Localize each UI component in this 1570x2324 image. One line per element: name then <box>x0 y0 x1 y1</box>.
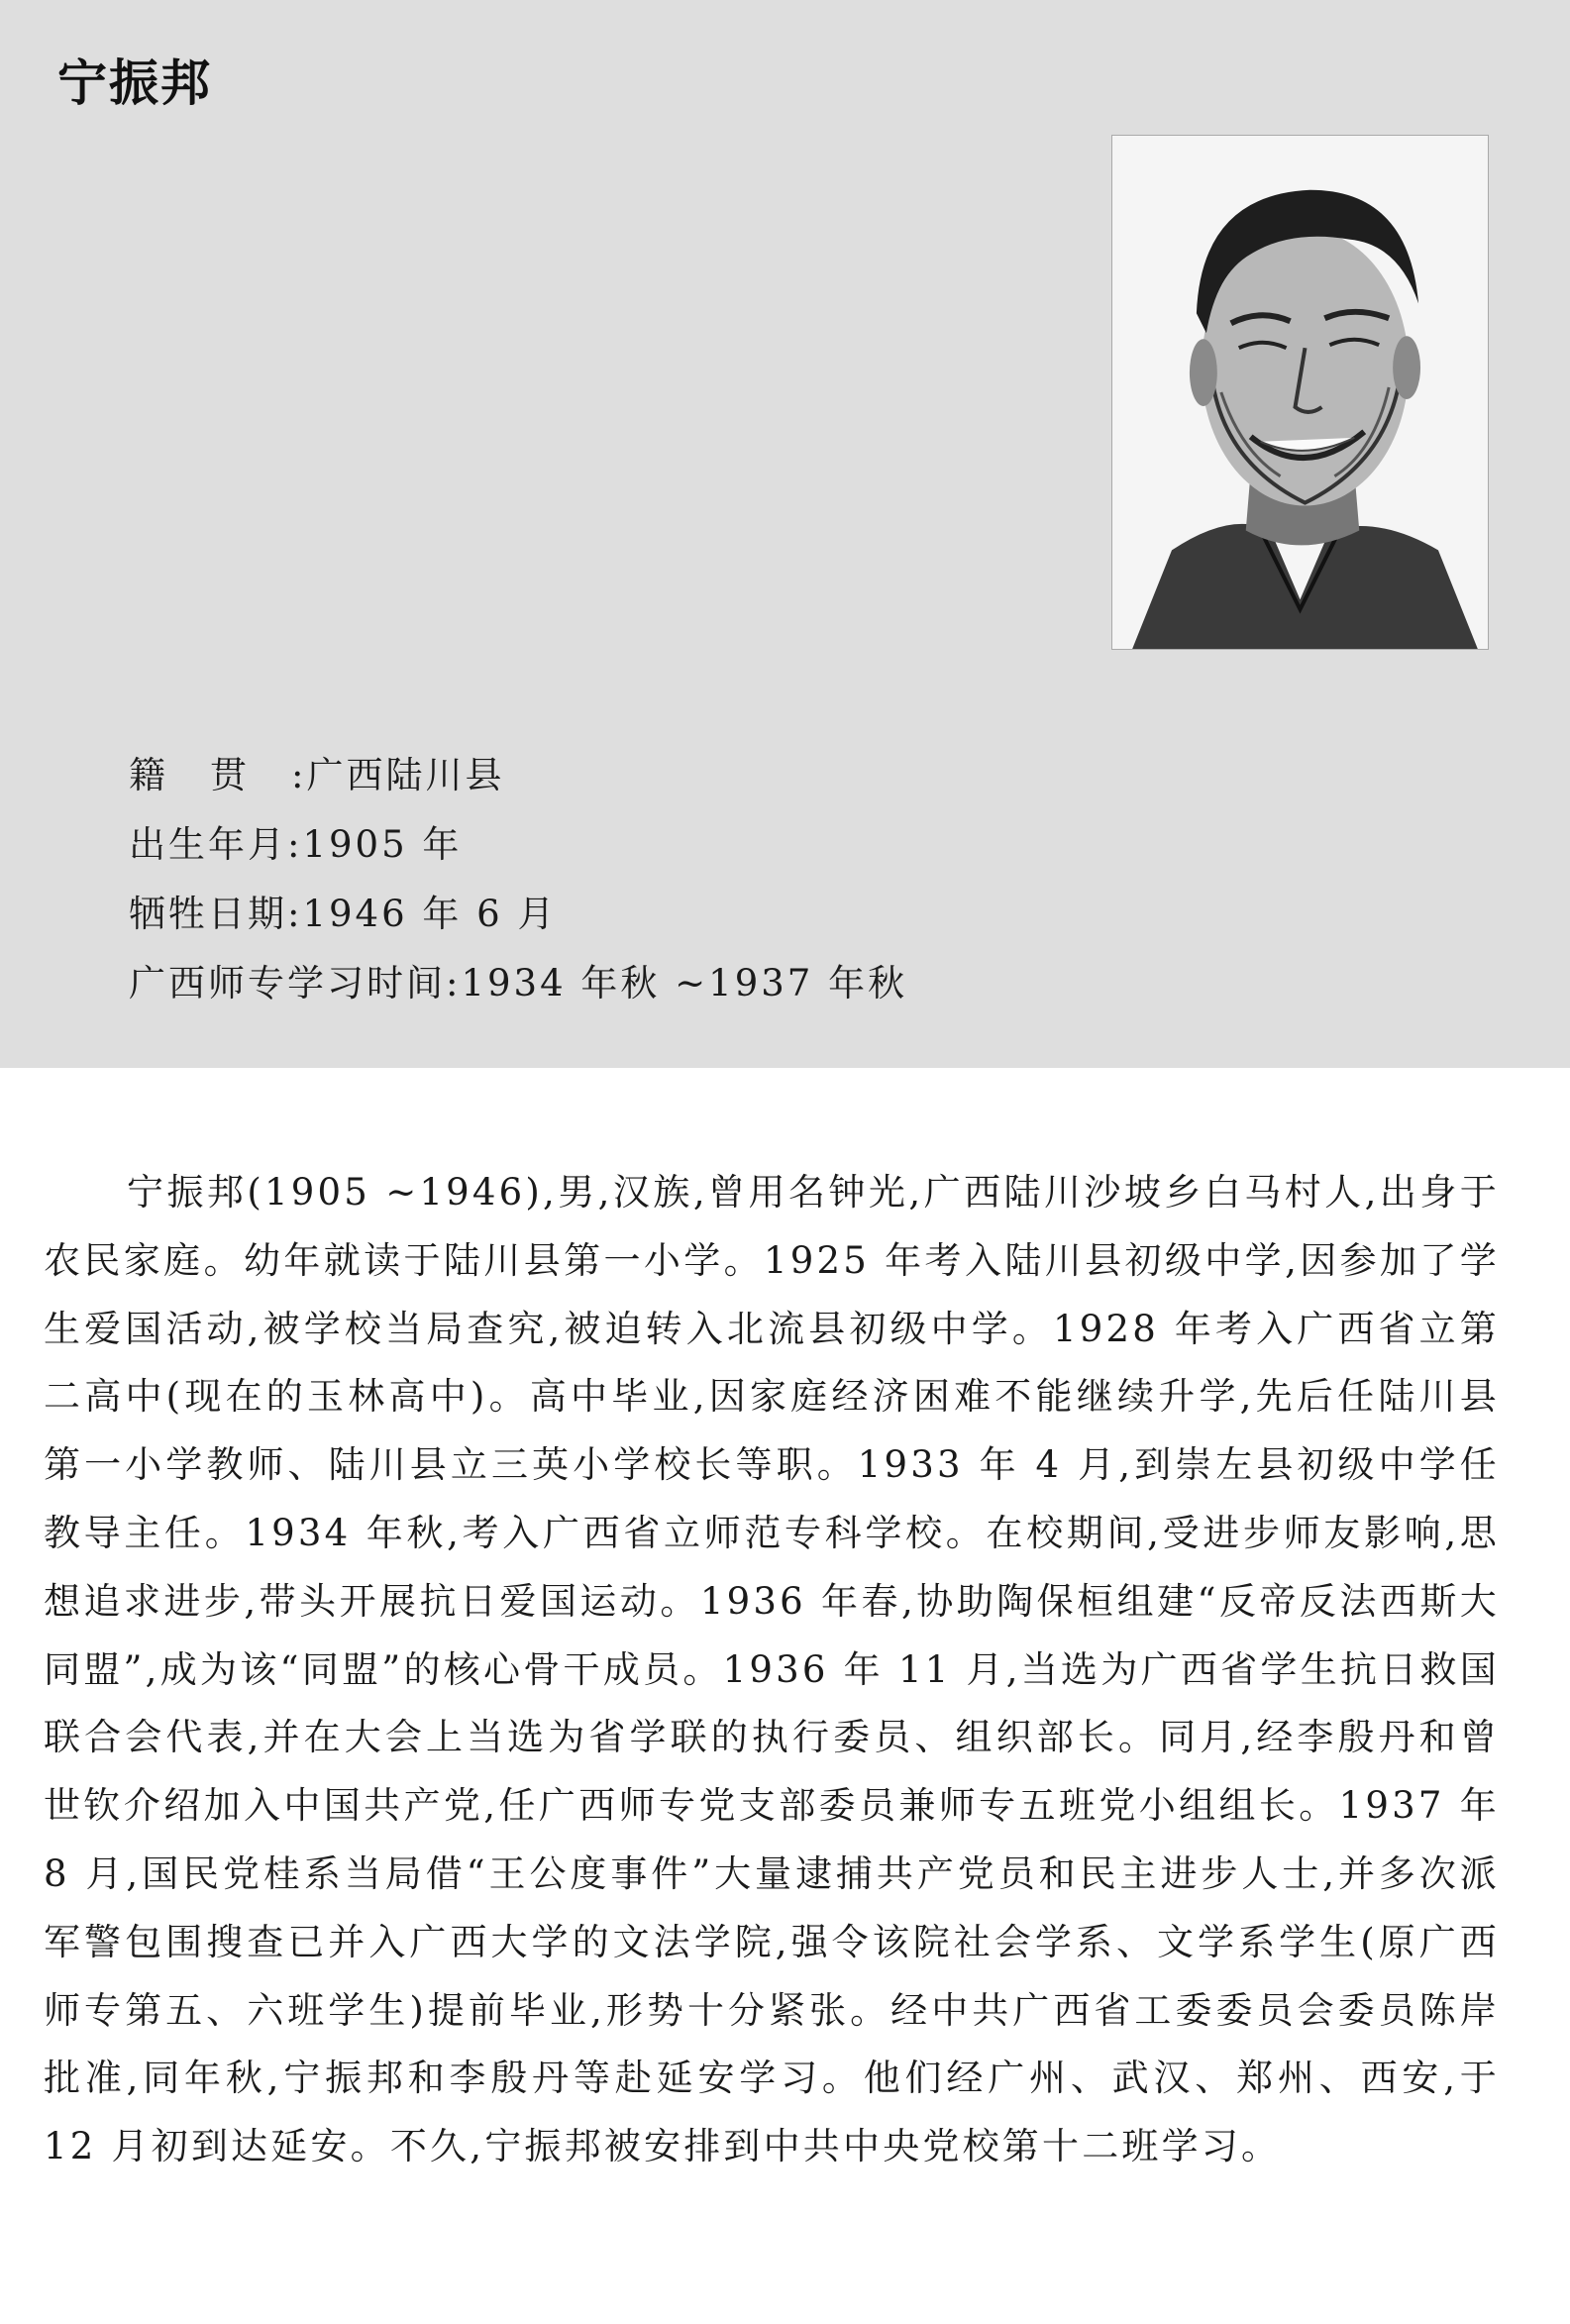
info-label: 籍贯 <box>129 754 291 796</box>
info-separator: : <box>287 823 303 866</box>
info-value: 广西陆川县 <box>306 754 505 796</box>
portrait-image <box>1111 135 1489 650</box>
info-value: 1934 年秋 ~1937 年秋 <box>461 962 908 1004</box>
info-label: 牺牲日期 <box>129 893 287 935</box>
info-row-study-period <box>129 949 907 1018</box>
info-label: 广西师专学习时间 <box>129 962 446 1004</box>
portrait-sketch-icon <box>1112 136 1488 649</box>
page-title: 宁振邦 <box>57 54 212 112</box>
info-row-death-date <box>129 880 907 949</box>
info-value: 1946 年 6 月 <box>302 893 558 935</box>
info-value: 1905 年 <box>302 823 463 866</box>
biography-text <box>44 1159 1500 2181</box>
info-row-birth-date <box>129 810 907 880</box>
info-label: 出生年月 <box>129 823 287 866</box>
info-separator: : <box>287 893 303 935</box>
info-separator: : <box>446 962 462 1004</box>
biography-paragraph: 宁振邦(1905 ~1946),男,汉族,曾用名钟光,广西陆川沙坡乡白马村人,出身于农民家庭。幼年就读于陆川县第一小学。1925 年考入陆川县初级中学,因参加了学生爱国活动,被学校当局查究,被迫转入北流县初级中学。1928 年考入广西省立第二高中(现在的玉林高中)。高中毕业,因家庭经济困难不能继续升学,先后任陆川县第一小学教师、陆川县立三英小学校长等职。1933 年 4 月,到崇左县初级中学任教导主任。1934 年秋,考入广西省立师范专科学校。在校期间,受进步师友影响,思想追求进步,带头开展抗日爱国运动。1936 年春,协助陶保桓组建“反帝反法西斯大同盟”,成为该“同盟”的核心骨干成员。1936 年 11 月,当选为广西省学生抗日救国联合会代表,并在大会上当选为省学联的执行委员、组织部长。同月,经李殷丹和曾世钦介绍加入中国共产党,任广西师专党支部委员兼师专五班党小组组长。1937 年 8 月,国民党桂系当局借“王公度事件”大量逮捕共产党员和民主进步人士,并多次派军警包围搜查已并入广西大学的文法学院,强令该院社会学系、文学系学生(原广西师专第五、六班学生)提前毕业,形势十分紧张。经中共广西省工委委员会委员陈岸批准,同年秋,宁振邦和李殷丹等赴延安学习。他们经广州、武汉、郑州、西安,于 12 月初到达延安。不久,宁振邦被安排到中共中央党校第十二班学习。 <box>44 1171 1500 2168</box>
info-block <box>129 741 907 1018</box>
info-row-native-place <box>129 741 907 810</box>
info-separator: : <box>291 754 307 796</box>
